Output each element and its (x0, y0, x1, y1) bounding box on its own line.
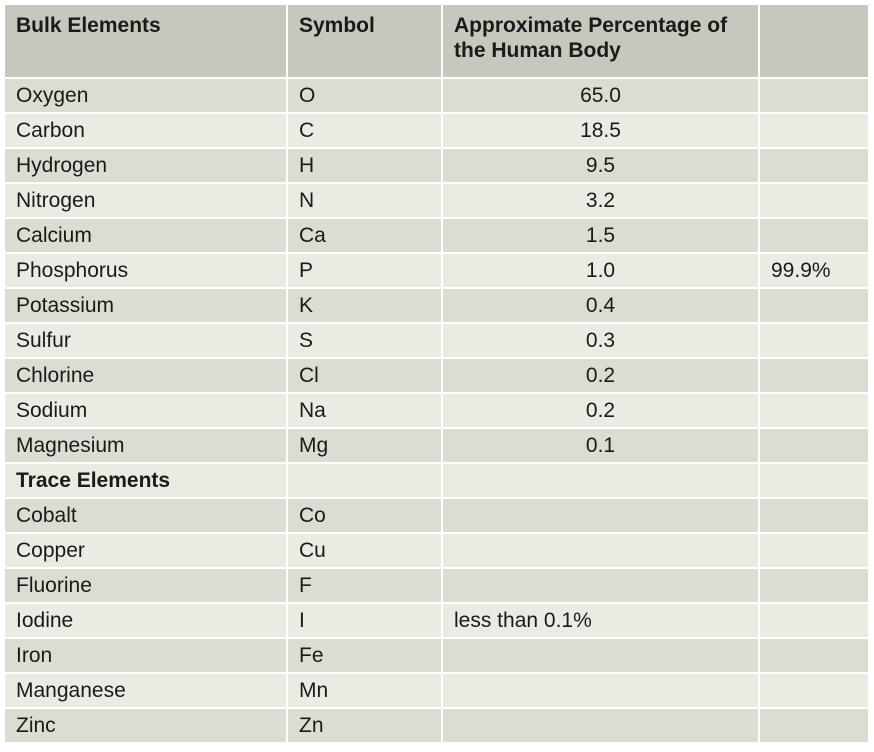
element-symbol: F (287, 568, 442, 603)
header-total (759, 5, 869, 78)
element-percentage: 0.4 (442, 288, 759, 323)
empty-cell (287, 463, 442, 498)
element-symbol: H (287, 148, 442, 183)
element-name: Carbon (5, 113, 287, 148)
element-percentage: 3.2 (442, 183, 759, 218)
element-name: Zinc (5, 708, 287, 743)
empty-cell (759, 708, 869, 743)
element-symbol: K (287, 288, 442, 323)
element-percentage: 65.0 (442, 78, 759, 113)
empty-cell (442, 708, 759, 743)
element-symbol: Cl (287, 358, 442, 393)
table-row (5, 498, 869, 533)
element-symbol: Ca (287, 218, 442, 253)
empty-cell (759, 533, 869, 568)
empty-cell (442, 463, 759, 498)
table-row (5, 148, 869, 183)
table-row (5, 603, 869, 638)
element-name: Sodium (5, 393, 287, 428)
table-row (5, 533, 869, 568)
empty-cell (759, 463, 869, 498)
trace-elements-heading: Trace Elements (5, 463, 287, 498)
element-name: Magnesium (5, 428, 287, 463)
table-row (5, 183, 869, 218)
element-name: Chlorine (5, 358, 287, 393)
element-name: Oxygen (5, 78, 287, 113)
element-symbol: Cu (287, 533, 442, 568)
table-row (5, 288, 869, 323)
element-name: Potassium (5, 288, 287, 323)
element-name: Iron (5, 638, 287, 673)
element-percentage: 9.5 (442, 148, 759, 183)
total-cell (759, 148, 869, 183)
element-symbol: Zn (287, 708, 442, 743)
element-symbol: Mn (287, 673, 442, 708)
element-symbol: Fe (287, 638, 442, 673)
element-symbol: Na (287, 393, 442, 428)
table-row (5, 428, 869, 463)
element-name: Manganese (5, 673, 287, 708)
total-cell (759, 183, 869, 218)
header-percentage: Approximate Percentage of the Human Body (442, 5, 759, 78)
empty-cell (442, 498, 759, 533)
element-symbol: N (287, 183, 442, 218)
table-row (5, 568, 869, 603)
elements-table (5, 5, 870, 744)
empty-cell (759, 673, 869, 708)
element-symbol: O (287, 78, 442, 113)
element-symbol: P (287, 253, 442, 288)
element-symbol: Co (287, 498, 442, 533)
total-cell (759, 323, 869, 358)
empty-cell (759, 638, 869, 673)
element-symbol: S (287, 323, 442, 358)
trace-percentage: less than 0.1% (442, 603, 759, 638)
total-cell (759, 288, 869, 323)
header-symbol: Symbol (287, 5, 442, 78)
total-cell (759, 218, 869, 253)
element-name: Nitrogen (5, 183, 287, 218)
empty-cell (759, 603, 869, 638)
table-row (5, 393, 869, 428)
table-row (5, 638, 869, 673)
total-cell (759, 358, 869, 393)
table-row (5, 253, 869, 288)
header-bulk-elements: Bulk Elements (5, 5, 287, 78)
element-name: Cobalt (5, 498, 287, 533)
element-name: Copper (5, 533, 287, 568)
element-name: Fluorine (5, 568, 287, 603)
element-percentage: 1.5 (442, 218, 759, 253)
empty-cell (442, 533, 759, 568)
table-row (5, 78, 869, 113)
element-name: Hydrogen (5, 148, 287, 183)
empty-cell (759, 568, 869, 603)
element-percentage: 1.0 (442, 253, 759, 288)
bulk-total: 99.9% (759, 253, 869, 288)
element-name: Iodine (5, 603, 287, 638)
table-row (5, 113, 869, 148)
element-percentage: 0.3 (442, 323, 759, 358)
table-row (5, 708, 869, 743)
empty-cell (442, 673, 759, 708)
header-row (5, 5, 869, 78)
element-percentage: 0.2 (442, 393, 759, 428)
total-cell (759, 428, 869, 463)
table-row (5, 323, 869, 358)
table-row (5, 358, 869, 393)
element-symbol: C (287, 113, 442, 148)
element-name: Calcium (5, 218, 287, 253)
element-name: Sulfur (5, 323, 287, 358)
table-row (5, 673, 869, 708)
element-name: Phosphorus (5, 253, 287, 288)
element-percentage: 0.1 (442, 428, 759, 463)
empty-cell (759, 498, 869, 533)
element-percentage: 0.2 (442, 358, 759, 393)
total-cell (759, 393, 869, 428)
empty-cell (442, 638, 759, 673)
total-cell (759, 113, 869, 148)
total-cell (759, 78, 869, 113)
trace-heading-row (5, 463, 869, 498)
element-symbol: I (287, 603, 442, 638)
table-row (5, 218, 869, 253)
element-percentage: 18.5 (442, 113, 759, 148)
empty-cell (442, 568, 759, 603)
element-symbol: Mg (287, 428, 442, 463)
